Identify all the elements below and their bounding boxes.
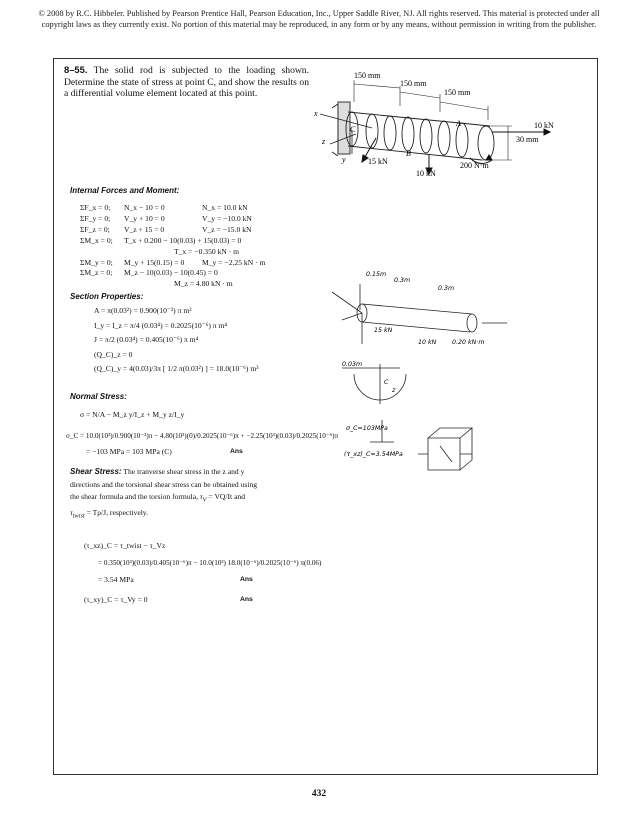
- eq-row: M_z = 4.80 kN · m: [174, 279, 233, 289]
- sketch-label: 0.20 kN·m: [452, 339, 485, 346]
- axis-z-label: z: [322, 137, 326, 146]
- sketch-label: 10 kN: [418, 339, 437, 346]
- tau-xz-substitution: = 0.350(10³)(0.03)/0.405(10⁻⁶)π − 10.0(10³) 18.0(10⁻⁶)/0.2025(10⁻⁶) π(0.06): [98, 559, 322, 567]
- torque-label: 200 N·m: [460, 161, 489, 170]
- tau-xz-result: = 3.54 MPa: [98, 575, 134, 584]
- section-normal-stress: Normal Stress:: [70, 392, 127, 401]
- problem-statement: [64, 64, 309, 100]
- dim-label-2: 150 mm: [400, 79, 427, 88]
- answer-marker: Ans: [230, 448, 243, 455]
- section-properties-equations: [94, 304, 259, 377]
- section-shear-stress: Shear Stress:: [70, 467, 122, 476]
- sketch-label: (τ_xz)_C=3.54MPa: [344, 451, 403, 458]
- copyright-line-2: copyright laws as they currently exist. No portion of this material may be reproduced, in any form or by any means, without permission in writing from the publisher.: [41, 20, 597, 29]
- section-properties-heading: Section Properties:: [70, 292, 144, 301]
- problem-text: The solid rod is subjected to the loading shown. Determine the state of stress at point C, and show the results on a differential volume element located at this point.: [64, 65, 309, 99]
- answer-marker: Ans: [240, 576, 253, 583]
- sketch-label: σ_C=103MPa: [346, 425, 388, 432]
- load-label-10kn: 10 kN: [416, 169, 436, 178]
- problem-number: 8–55.: [64, 64, 88, 75]
- radius-label: 30 mm: [516, 135, 539, 144]
- eq-row: ΣM_z = 0; M_z − 10(0.03) − 10(0.45) = 0: [80, 268, 218, 278]
- rod-loading-figure: [312, 62, 602, 180]
- eq-row: T_x = −0.350 kN · m: [174, 246, 240, 256]
- internal-equations: [80, 203, 265, 290]
- eq-row: ΣF_x = 0; N_x − 10 = 0 N_x = 10.0 kN: [80, 203, 248, 212]
- axis-y-label: y: [342, 155, 346, 164]
- shear-description: Shear Stress: The tranverse shear stress in the z and y directions and the torsional shear stress can be obtained using the shear formula and the torsion formula, $\tau_V = VQ/It$ and $\tau_{twist} = T\rho/J$, respectively.: [70, 467, 258, 520]
- eq-row: ΣF_z = 0; V_z + 15 = 0 V_z = −15.0 kN: [80, 224, 252, 234]
- answer-marker: Ans: [240, 596, 253, 603]
- free-body-sketch: [322, 262, 512, 362]
- sketch-label: 0.3m: [438, 285, 455, 292]
- point-b-label: B: [406, 149, 411, 158]
- sketch-label: z: [392, 387, 396, 394]
- point-a-label: A: [456, 119, 461, 128]
- copyright-line-1: © 2008 by R.C. Hibbeler. Published by Pearson Prentice Hall, Pearson Education, Inc., Upper Saddle River, NJ. All rights reserved. This material is protected under all: [38, 9, 600, 18]
- page-number: 432: [311, 789, 327, 799]
- normal-result: = −103 MPa = 103 MPa (C): [86, 447, 172, 456]
- dim-label-1: 150 mm: [354, 71, 381, 80]
- axis-x-label: x: [314, 109, 318, 118]
- sketch-label: 0.15m: [366, 271, 387, 278]
- load-label-axial: 10 kN: [534, 121, 554, 130]
- dim-label-3: 150 mm: [444, 88, 471, 97]
- eq-row: ΣM_x = 0; T_x + 0.200 − 10(0.03) + 15(0.03) = 0: [80, 235, 242, 245]
- sketch-label: 0.03m: [342, 361, 363, 368]
- sketch-label: 15 kN: [374, 327, 393, 334]
- stress-element-sketch: [342, 412, 512, 482]
- section-internal-forces: Internal Forces and Moment:: [70, 186, 180, 195]
- eq-qy: (Q_C)_y = 4(0.03)/3π [ 1/2 π(0.03²) ] = 18.0(10⁻⁶) m³: [94, 364, 259, 373]
- eq-qz: (Q_C)_z = 0: [94, 349, 133, 359]
- point-c-label: C: [350, 125, 356, 134]
- eq-inertia: I_y = I_z = π/4 (0.03⁴) = 0.2025(10⁻⁶) π m⁴: [94, 320, 228, 330]
- load-label-15kn: 15 kN: [368, 157, 388, 166]
- sketch-label: 0.3m: [394, 277, 411, 284]
- eq-polar: J = π/2 (0.03⁴) = 0.405(10⁻⁶) π m⁴: [94, 335, 199, 344]
- tau-xy-result: (τ_xy)_C = τ_Vy = 0: [84, 595, 148, 604]
- cross-section-sketch: [340, 358, 410, 408]
- eq-area: A = π(0.03²) = 0.900(10⁻³) π m²: [94, 306, 192, 315]
- normal-formula: σ = N/A − M_z y/I_z + M_y z/I_y: [80, 410, 185, 419]
- sketch-label: C: [384, 379, 389, 386]
- eq-row: ΣF_y = 0; V_y + 10 = 0 V_y = −10.0 kN: [80, 213, 252, 223]
- tau-xz-definition: (τ_xz)_C = τ_twist − τ_Vz: [84, 541, 166, 550]
- normal-substitution: σ_C = 10.0(10³)/0.900(10⁻³)π − 4.80(10³)(0)/0.2025(10⁻⁶)π + −2.25(10³)(0.03)/0.2025(10⁻⁶)π: [66, 432, 339, 440]
- copyright-notice: [14, 8, 624, 30]
- eq-row: ΣM_y = 0; M_y + 15(0.15) = 0 M_y = −2.25 kN · m: [80, 257, 266, 267]
